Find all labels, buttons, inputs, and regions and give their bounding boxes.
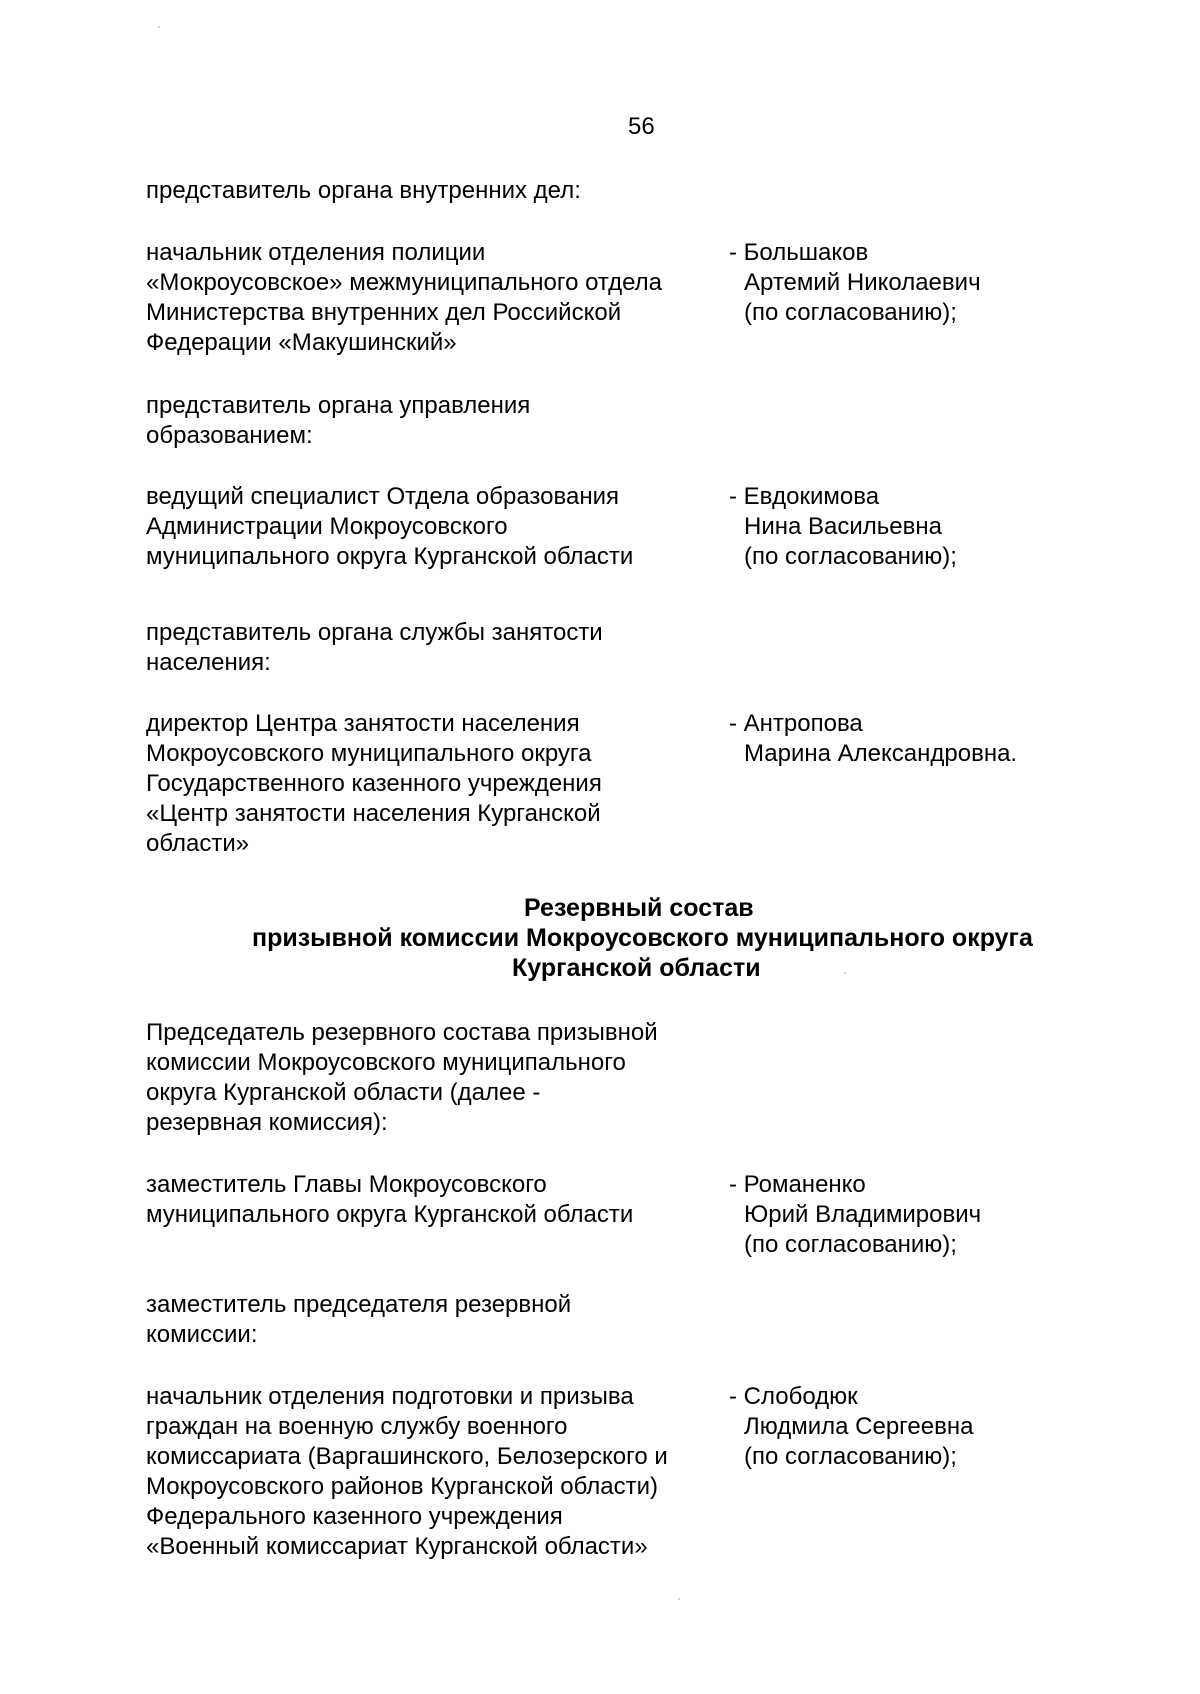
section-intro-reserve-deputy	[146, 1290, 571, 1350]
position-conscription-head	[146, 1382, 716, 1562]
position-line: «Военный комиссариат Курганской области»	[146, 1533, 648, 1560]
intro-line: резервная комиссия):	[146, 1109, 388, 1136]
intro-line: представитель органа управления	[146, 392, 531, 419]
position-line: «Центр занятости населения Курганской	[146, 800, 601, 827]
scan-speck	[678, 1598, 680, 1600]
position-line: заместитель Главы Мокроусовского	[146, 1171, 547, 1198]
person-name-line: Юрий Владимирович	[744, 1201, 982, 1228]
person-antropova	[729, 709, 1109, 769]
position-line: области»	[146, 830, 250, 857]
person-slobodyuk	[729, 1382, 1109, 1472]
section-intro-internal-affairs	[146, 176, 581, 206]
position-line: Мокроусовского районов Курганской области)	[146, 1473, 659, 1500]
person-name-line: Артемий Николаевич	[744, 269, 981, 296]
heading-line-1: Резервный состав	[524, 894, 754, 922]
position-education-specialist	[146, 482, 716, 572]
position-line: Федерального казенного учреждения	[146, 1503, 563, 1530]
section-intro-employment	[146, 618, 603, 678]
position-police-chief	[146, 238, 716, 358]
person-name-line: - Слободюк	[729, 1383, 858, 1410]
position-line: граждан на военную службу военного	[146, 1413, 568, 1440]
person-evdokimova	[729, 482, 1109, 572]
person-note-line: (по согласованию);	[744, 299, 957, 326]
intro-line: комиссии Мокроусовского муниципального	[146, 1049, 626, 1076]
intro-line: представитель органа службы занятости	[146, 619, 603, 646]
section-intro-education	[146, 391, 530, 451]
position-line: Государственного казенного учреждения	[146, 770, 602, 797]
intro-line: населения:	[146, 649, 271, 676]
position-line: муниципального округа Курганской области	[146, 543, 634, 570]
position-line: «Мокроусовское» межмуниципального отдела	[146, 269, 663, 296]
person-name-line: - Антропова	[729, 710, 863, 737]
person-name-line: - Большаков	[729, 239, 869, 266]
position-line: Федерации «Макушинский»	[146, 329, 457, 356]
person-note-line: (по согласованию);	[744, 543, 957, 570]
person-note-line: (по согласованию);	[744, 1443, 957, 1470]
person-name-line: Нина Васильевна	[744, 513, 942, 540]
intro-line: представитель органа внутренних дел:	[146, 177, 581, 204]
page-number: 56	[628, 113, 655, 140]
person-name-line: - Евдокимова	[729, 483, 880, 510]
intro-line: комиссии:	[146, 1321, 258, 1348]
position-line: директор Центра занятости населения	[146, 710, 580, 737]
person-note-line: (по согласованию);	[744, 1231, 957, 1258]
position-line: Министерства внутренних дел Российской	[146, 299, 622, 326]
intro-line: Председатель резервного состава призывной	[146, 1019, 658, 1046]
heading-line-2: призывной комиссии Мокроусовского муниципального округа	[252, 924, 1033, 952]
intro-line: округа Курганской области (далее -	[146, 1079, 541, 1106]
position-line: комиссариата (Варгашинского, Белозерского и	[146, 1443, 668, 1470]
position-employment-director	[146, 709, 716, 859]
person-name-line: Марина Александровна.	[744, 740, 1018, 767]
intro-line: заместитель председателя резервной	[146, 1291, 572, 1318]
position-deputy-head	[146, 1170, 716, 1230]
position-line: Мокроусовского муниципального округа	[146, 740, 592, 767]
position-line: начальник отделения полиции	[146, 239, 486, 266]
scan-speck	[844, 972, 846, 974]
position-line: муниципального округа Курганской области	[146, 1201, 634, 1228]
heading-line-3: Курганской области	[512, 954, 761, 982]
position-line: начальник отделения подготовки и призыва	[146, 1383, 634, 1410]
person-name-line: - Романенко	[729, 1171, 866, 1198]
intro-line: образованием:	[146, 422, 313, 449]
person-romanenko	[729, 1170, 1109, 1260]
position-line: ведущий специалист Отдела образования	[146, 483, 619, 510]
position-line: Администрации Мокроусовского	[146, 513, 508, 540]
section-intro-reserve-chair	[146, 1018, 658, 1138]
person-name-line: Людмила Сергеевна	[744, 1413, 974, 1440]
person-bolshakov	[729, 238, 1109, 328]
scan-speck	[158, 26, 160, 28]
